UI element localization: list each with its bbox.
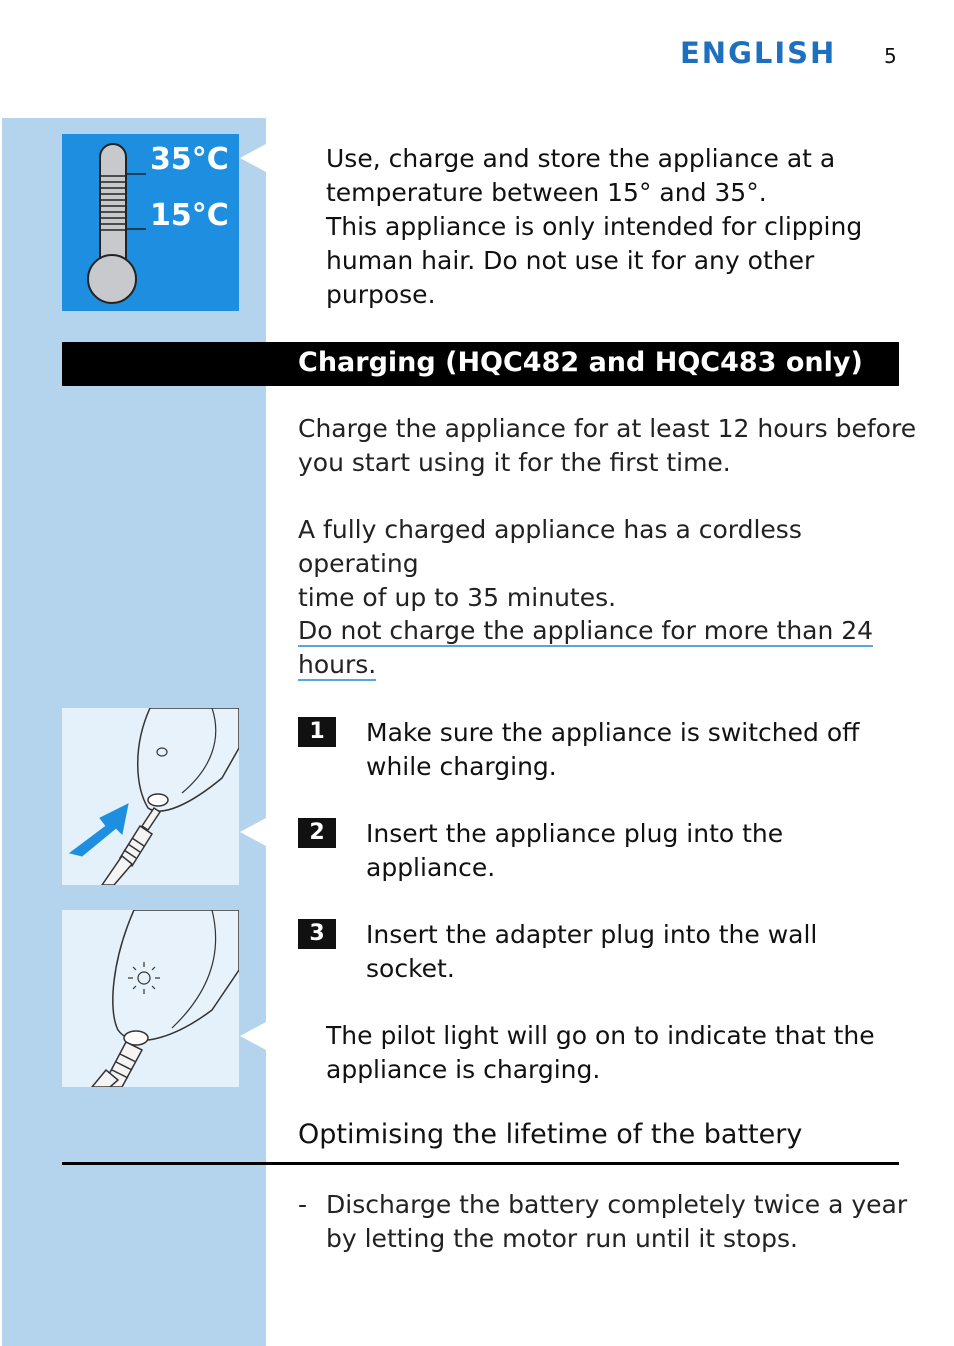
warning-line: hours.: [298, 650, 377, 679]
subsection-rule: [62, 1162, 899, 1165]
callout-pointer: [240, 1022, 266, 1050]
plug-insert-illustration: [62, 708, 239, 885]
paragraph-line: you start using it for the first time.: [298, 448, 731, 477]
intro-line: This appliance is only intended for clipping: [326, 212, 863, 241]
step-line: socket.: [366, 954, 455, 983]
language-heading: ENGLISH: [680, 36, 837, 70]
intro-line: purpose.: [326, 280, 436, 309]
step-line: appliance.: [366, 853, 496, 882]
paragraph-warning: [298, 614, 918, 682]
intro-line: temperature between 15° and 35°.: [326, 178, 767, 207]
step-line: while charging.: [366, 752, 557, 781]
step-line: Make sure the appliance is switched off: [366, 718, 860, 747]
step-number: 3: [298, 919, 336, 949]
page-number: 5: [884, 44, 897, 68]
step-number: 1: [298, 717, 336, 747]
note-line: The pilot light will go on to indicate that the: [326, 1021, 875, 1050]
section-bar-left: [64, 344, 266, 382]
intro-line: human hair. Do not use it for any other: [326, 246, 815, 275]
bullet-line: Discharge the battery completely twice a year: [326, 1190, 908, 1219]
paragraph-charge-time: [298, 412, 918, 480]
paragraph-line: Charge the appliance for at least 12 hours before: [298, 414, 917, 443]
step-line: Insert the appliance plug into the: [366, 819, 784, 848]
intro-paragraph: [326, 142, 926, 312]
callout-pointer: [240, 144, 266, 172]
paragraph-line: A fully charged appliance has a cordless operating: [298, 515, 802, 578]
bullet-line: by letting the motor run until it stops.: [326, 1224, 798, 1253]
pilot-light-illustration: [62, 910, 239, 1087]
temp-high-label: 35°C: [150, 142, 229, 177]
temp-low-label: 15°C: [150, 198, 229, 233]
paragraph-operating-time: [298, 513, 918, 615]
step-text: [366, 918, 926, 986]
arrow-icon: [70, 804, 128, 856]
section-title: Charging (HQC482 and HQC483 only): [298, 347, 863, 378]
step-number: 2: [298, 818, 336, 848]
intro-line: Use, charge and store the appliance at a: [326, 144, 836, 173]
step-text: [366, 716, 926, 784]
step-text: [366, 817, 926, 885]
paragraph-line: time of up to 35 minutes.: [298, 583, 617, 612]
callout-pointer: [240, 818, 266, 846]
subsection-title: Optimising the lifetime of the battery: [298, 1119, 803, 1150]
bullet-text: [326, 1188, 926, 1256]
bullet-marker: -: [298, 1190, 308, 1219]
step-line: Insert the adapter plug into the wall: [366, 920, 818, 949]
warning-line: Do not charge the appliance for more than 24: [298, 616, 874, 645]
pilot-light-note: [326, 1019, 926, 1087]
note-line: appliance is charging.: [326, 1055, 601, 1084]
